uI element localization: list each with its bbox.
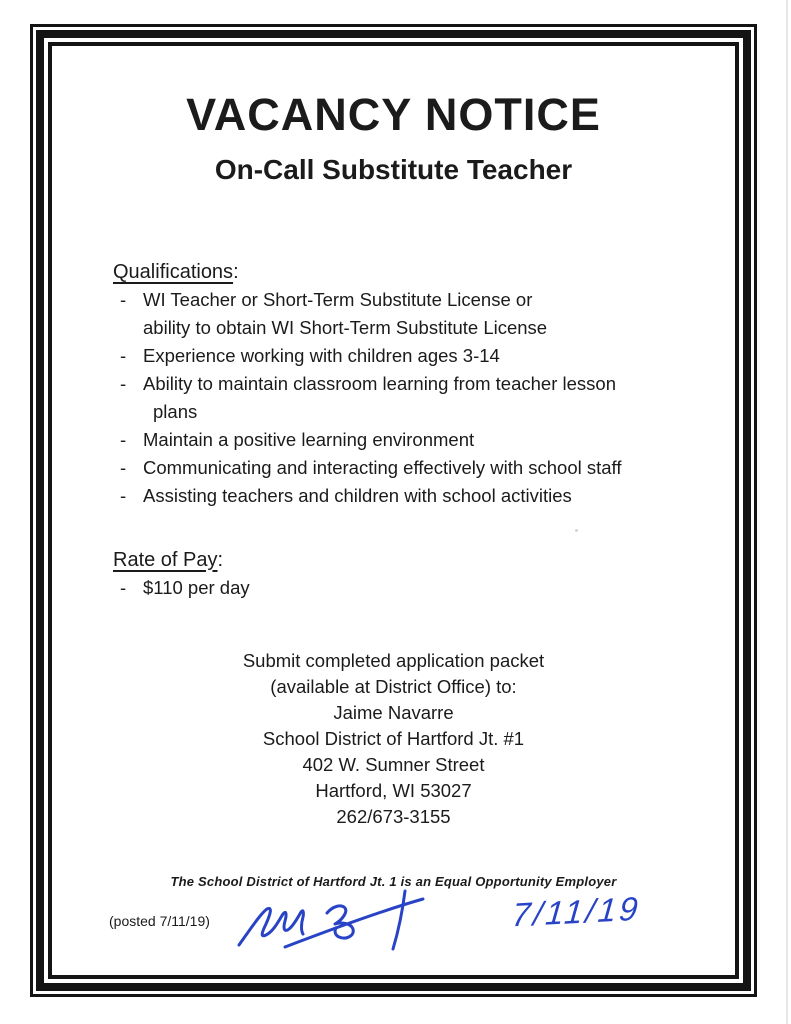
bullet-dash: - bbox=[120, 288, 127, 310]
decorative-border-outer bbox=[30, 24, 757, 997]
footer-row bbox=[52, 889, 735, 959]
submission-line: School District of Hartford Jt. #1 bbox=[262, 727, 525, 749]
bullet-dash: - bbox=[120, 428, 127, 450]
submission-line: 262/673-3155 bbox=[336, 805, 451, 827]
notice-content bbox=[52, 46, 735, 975]
list-item-text: Assisting teachers and children with school activities bbox=[143, 484, 572, 506]
bullet-dash: - bbox=[120, 372, 127, 394]
decorative-border-middle bbox=[36, 30, 751, 991]
decorative-border-inner bbox=[48, 42, 739, 979]
list-item-text: plans bbox=[153, 400, 198, 422]
qualifications-section bbox=[113, 258, 735, 510]
submission-address-block bbox=[52, 648, 735, 830]
list-item-text: Communicating and interacting effectively with school staff bbox=[143, 456, 622, 478]
list-item-text: Ability to maintain classroom learning from teacher lesson bbox=[143, 372, 616, 394]
submission-line: Hartford, WI 53027 bbox=[315, 779, 472, 801]
list-item bbox=[113, 426, 735, 454]
signature-handwriting bbox=[227, 879, 437, 954]
signature-stem bbox=[393, 891, 405, 949]
posted-date-label: (posted 7/11/19) bbox=[109, 912, 210, 929]
list-item bbox=[113, 370, 735, 398]
list-item-text: Experience working with children ages 3-14 bbox=[143, 344, 500, 366]
submission-line: (available at District Office) to: bbox=[270, 675, 517, 697]
submission-line: Submit completed application packet bbox=[242, 649, 545, 671]
signature-scribble bbox=[239, 908, 303, 945]
qualifications-list bbox=[113, 286, 735, 510]
list-item bbox=[113, 398, 735, 426]
rate-of-pay-heading-text: Rate of Pay bbox=[113, 548, 218, 571]
handwritten-date: 7/11/19 bbox=[510, 889, 643, 933]
page-subtitle: On-Call Substitute Teacher bbox=[214, 153, 573, 185]
rate-of-pay-heading-colon: : bbox=[217, 548, 224, 571]
qualifications-heading bbox=[113, 258, 735, 286]
rate-of-pay-section bbox=[113, 546, 735, 602]
list-item bbox=[113, 314, 735, 342]
list-item bbox=[113, 342, 735, 370]
submission-line: 402 W. Sumner Street bbox=[302, 753, 485, 775]
list-item-text: Maintain a positive learning environment bbox=[143, 428, 475, 450]
bullet-dash: - bbox=[120, 344, 127, 366]
bullet-dash: - bbox=[120, 484, 127, 506]
list-item bbox=[113, 454, 735, 482]
list-item bbox=[113, 286, 735, 314]
bullet-dash bbox=[120, 314, 143, 342]
scan-edge-shadow bbox=[786, 0, 788, 1024]
rate-of-pay-heading bbox=[113, 546, 735, 574]
list-item bbox=[113, 482, 735, 510]
qualifications-heading-text: Qualifications bbox=[113, 260, 234, 283]
list-item-text: WI Teacher or Short-Term Substitute License or bbox=[143, 288, 533, 310]
list-item-text: $110 per day bbox=[143, 576, 250, 598]
eoe-statement: The School District of Hartford Jt. 1 is an Equal Opportunity Employer bbox=[170, 873, 617, 889]
rate-of-pay-list bbox=[113, 574, 735, 602]
bullet-dash bbox=[120, 398, 143, 426]
qualifications-heading-colon: : bbox=[233, 260, 239, 283]
page-title: VACANCY NOTICE bbox=[186, 89, 601, 140]
submission-line: Jaime Navarre bbox=[333, 701, 454, 723]
list-item bbox=[113, 574, 735, 602]
bullet-dash: - bbox=[120, 456, 127, 478]
bullet-dash: - bbox=[120, 576, 127, 598]
list-item-text: ability to obtain WI Short-Term Substitute License bbox=[143, 316, 548, 338]
